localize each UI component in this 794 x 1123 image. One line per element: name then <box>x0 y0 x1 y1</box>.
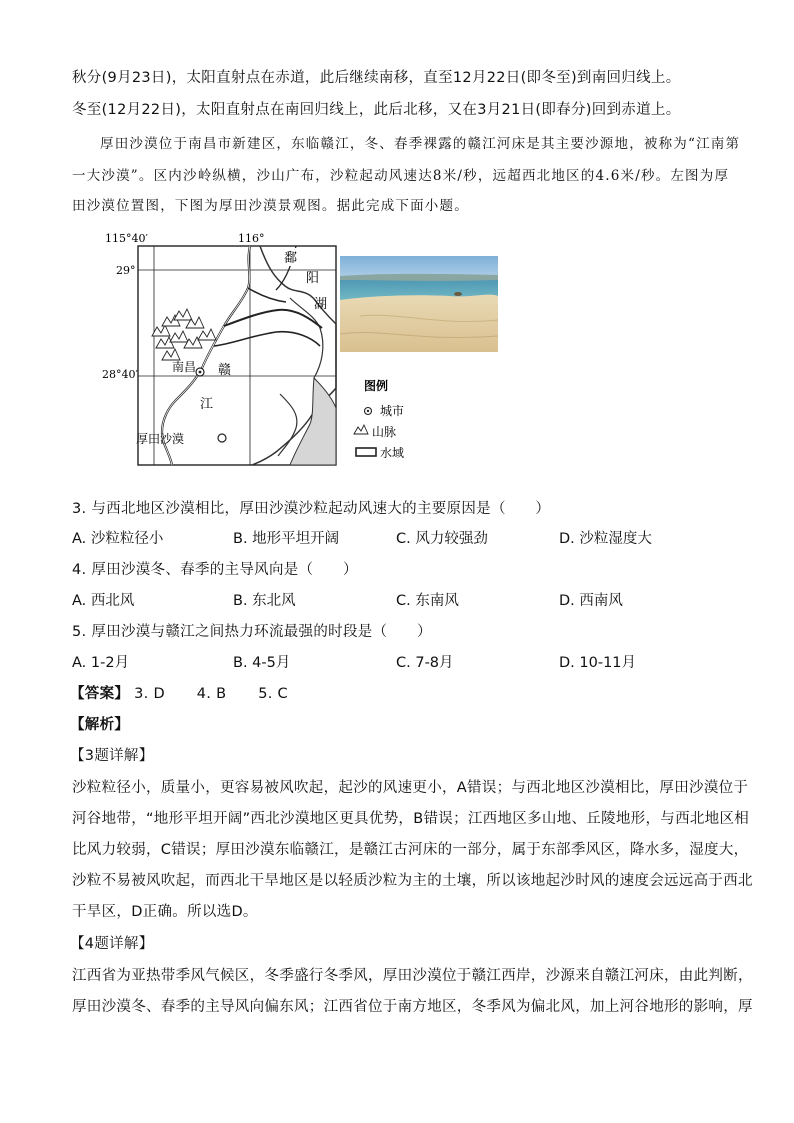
option-d: D. 10-11月 <box>559 655 637 671</box>
option-c: C. 东南风 <box>396 593 459 609</box>
text-line: 冬至(12月22日)，太阳直射点在南回归线上，此后北移，又在3月21日(即春分)回到赤道上。 <box>72 102 681 118</box>
detail-line: 沙粒不易被风吹起，而西北干旱地区是以轻质沙粒为主的土壤，所以该地起沙时风的速度会远远高于西北 <box>72 873 753 889</box>
text-line: 秋分(9月23日)，太阳直射点在赤道，此后继续南移，直至12月22日(即冬至)到南回归线上。 <box>72 70 681 86</box>
label-nanchang: 南昌 <box>172 360 197 374</box>
label-hu: 湖 <box>314 297 328 312</box>
option-a: A. 1-2月 <box>72 655 130 671</box>
option-a: A. 西北风 <box>72 593 135 609</box>
answer-line <box>70 682 288 703</box>
legend-city: 城市 <box>380 404 405 418</box>
option-a: A. 沙粒粒径小 <box>72 531 164 547</box>
mountain-symbols <box>152 309 216 360</box>
detail-label: 【3题详解】 <box>70 748 154 764</box>
desert-landscape-photo <box>340 256 498 352</box>
lake-shore <box>278 394 297 456</box>
desert-marker <box>218 434 226 442</box>
answer-item: 3. D <box>134 686 165 702</box>
detail-line: 沙粒粒径小，质量小，更容易被风吹起，起沙的风速更小，A错误；与西北地区沙漠相比，厚田沙漠位于 <box>72 780 749 796</box>
detail-line: 干旱区，D正确。所以选D。 <box>72 904 258 920</box>
answer-item: 5. C <box>258 686 288 702</box>
intro-line: 田沙漠位置图，下图为厚田沙漠景观图。据此完成下面小题。 <box>72 198 469 214</box>
legend-title: 图例 <box>364 379 389 393</box>
option-c: C. 风力较强劲 <box>396 531 488 547</box>
option-d: D. 沙粒湿度大 <box>559 531 652 547</box>
question-stem: 5. 厚田沙漠与赣江之间热力环流最强的时段是（ ） <box>72 624 432 640</box>
analysis-label: 【解析】 <box>70 717 130 733</box>
option-b: B. 4-5月 <box>233 655 291 671</box>
detail-line: 比风力较弱，C错误；厚田沙漠东临赣江，是赣江古河床的一部分，属于东部季风区，降水多，湿度大， <box>72 842 749 858</box>
question-stem: 4. 厚田沙漠冬、春季的主导风向是（ ） <box>72 562 358 578</box>
option-d: D. 西南风 <box>559 593 623 609</box>
legend-water: 水域 <box>380 446 405 460</box>
lat-label: 28°40′ <box>102 368 138 381</box>
legend-mountain: 山脉 <box>372 425 397 439</box>
lon-label: 115°40′ <box>105 232 148 245</box>
label-gan: 赣 <box>218 363 232 378</box>
river <box>214 332 320 346</box>
answer-item: 4. B <box>196 686 227 702</box>
label-jiang: 江 <box>200 397 214 412</box>
detail-line: 厚田沙漠冬、春季的主导风向偏东风；江西省位于南方地区，冬季风为偏北风，加上河谷地形的影响，厚 <box>72 999 753 1015</box>
lon-label: 116° <box>238 232 265 245</box>
location-map <box>100 228 405 468</box>
river <box>248 288 286 302</box>
question-stem: 3. 与西北地区沙漠相比，厚田沙漠沙粒起动风速大的主要原因是（ ） <box>72 501 551 517</box>
option-b: B. 东北风 <box>233 593 296 609</box>
lat-label: 29° <box>116 264 136 277</box>
label-yang: 阳 <box>306 271 320 286</box>
intro-line: 厚田沙漠位于南昌市新建区，东临赣江，冬、春季裸露的赣江河床是其主要沙源地，被称为“江南第 <box>100 136 741 152</box>
detail-label: 【4题详解】 <box>70 936 154 952</box>
intro-line: 一大沙漠”。区内沙岭纵横，沙山广布，沙粒起动风速达8米/秒，远超西北地区的4.6米/秒。左图为厚 <box>72 168 730 184</box>
option-c: C. 7-8月 <box>396 655 454 671</box>
label-houtian: 厚田沙漠 <box>136 432 185 446</box>
option-b: B. 地形平坦开阔 <box>233 531 340 547</box>
answer-label: 【答案】 <box>70 686 130 702</box>
detail-line: 河谷地带，“地形平坦开阔”西北沙漠地区更具优势，B错误；江西地区多山地、丘陵地形，与西北地区相 <box>72 811 750 827</box>
detail-line: 江西省为亚热带季风气候区，冬季盛行冬季风，厚田沙漠位于赣江西岸，沙源来自赣江河床，由此判断， <box>72 968 753 984</box>
label-po: 鄱 <box>284 251 298 266</box>
